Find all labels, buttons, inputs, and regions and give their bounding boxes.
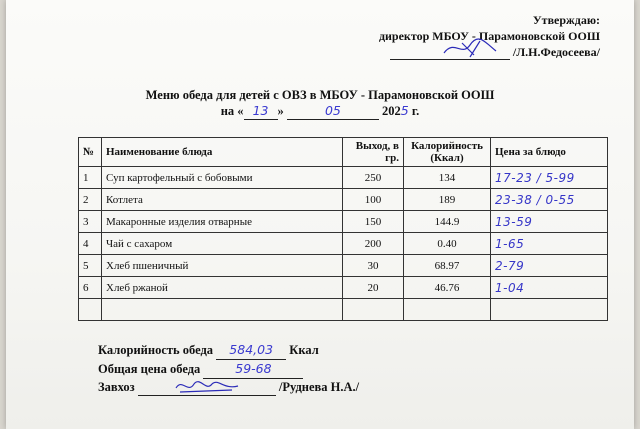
menu-table (78, 137, 608, 321)
row-output: 200 (343, 233, 404, 255)
table-row (79, 189, 608, 211)
row-name: Хлеб пшеничный (102, 255, 343, 277)
manager-signature (138, 380, 276, 396)
row-no: 5 (79, 255, 102, 277)
empty-cell (491, 299, 608, 321)
date-year-digit: 5 (400, 103, 409, 118)
date-month-value: 05 (324, 103, 341, 118)
header-kcal: Калорийность (Ккал) (404, 138, 491, 167)
row-name: Котлета (102, 189, 343, 211)
row-no: 1 (79, 167, 102, 189)
header-no: № (79, 138, 102, 167)
kcal-value: 584,03 (229, 342, 274, 357)
row-output: 30 (343, 255, 404, 277)
row-output: 100 (343, 189, 404, 211)
approve-signature-row (379, 44, 600, 60)
date-month (287, 103, 379, 120)
row-kcal: 144.9 (404, 211, 491, 233)
row-name: Суп картофельный с бобовыми (102, 167, 343, 189)
manager-name: /Руднева Н.А./ (278, 380, 360, 394)
row-name: Хлеб ржаной (102, 277, 343, 299)
kcal-label: Калорийность обеда (98, 343, 214, 357)
empty-cell (102, 299, 343, 321)
date-prefix: на « (220, 104, 244, 118)
table-row (79, 211, 608, 233)
row-kcal: 189 (404, 189, 491, 211)
row-price: 23-38 / 0-55 (491, 189, 608, 211)
row-name: Чай с сахаром (102, 233, 343, 255)
price-label: Общая цена обеда (98, 362, 201, 376)
table-header-row (79, 138, 608, 167)
director-name: /Л.Н.Федосеева/ (512, 45, 600, 59)
table-row (79, 255, 608, 277)
kcal-field (216, 341, 286, 360)
footer-block (98, 341, 359, 396)
title-date (6, 103, 634, 120)
row-price: 1-65 (491, 233, 608, 255)
approval-block (379, 12, 600, 60)
table-row (79, 277, 608, 299)
header-price: Цена за блюдо (491, 138, 608, 167)
table-row (79, 233, 608, 255)
signature-scribble (440, 37, 500, 59)
footer-manager-row (98, 379, 359, 396)
manager-label: Завхоз (98, 380, 135, 394)
header-output: Выход, в гр. (343, 138, 404, 167)
header-name: Наименование блюда (102, 138, 343, 167)
row-price: 13-59 (491, 211, 608, 233)
date-mid: » (277, 104, 284, 118)
row-no: 4 (79, 233, 102, 255)
row-name: Макаронные изделия отварные (102, 211, 343, 233)
table-row-empty (79, 299, 608, 321)
row-no: 3 (79, 211, 102, 233)
price-value: 59-68 (235, 361, 272, 376)
footer-kcal-row (98, 341, 359, 360)
row-output: 20 (343, 277, 404, 299)
row-price: 17-23 / 5-99 (491, 167, 608, 189)
approve-heading: Утверждаю: (532, 13, 600, 27)
empty-cell (343, 299, 404, 321)
date-suffix: г. (411, 104, 420, 118)
document-sheet (6, 0, 634, 429)
empty-cell (404, 299, 491, 321)
row-no: 2 (79, 189, 102, 211)
title-line: Меню обеда для детей с ОВЗ в МБОУ - Парамоновской ООШ (145, 88, 495, 102)
date-day-value: 13 (252, 103, 269, 118)
row-output: 250 (343, 167, 404, 189)
director-signature (390, 45, 510, 60)
row-kcal: 134 (404, 167, 491, 189)
date-day (244, 103, 278, 120)
row-kcal: 0.40 (404, 233, 491, 255)
kcal-unit: Ккал (289, 343, 319, 357)
row-output: 150 (343, 211, 404, 233)
manager-signature-scribble (172, 376, 242, 396)
row-kcal: 68.97 (404, 255, 491, 277)
row-price: 2-79 (491, 255, 608, 277)
row-no: 6 (79, 277, 102, 299)
table-row (79, 167, 608, 189)
row-price: 1-04 (491, 277, 608, 299)
approve-position: директор МБОУ - Парамоновской ООШ (378, 29, 600, 43)
empty-cell (79, 299, 102, 321)
row-kcal: 46.76 (404, 277, 491, 299)
document-title (6, 88, 634, 120)
date-year: 202 (382, 104, 401, 118)
